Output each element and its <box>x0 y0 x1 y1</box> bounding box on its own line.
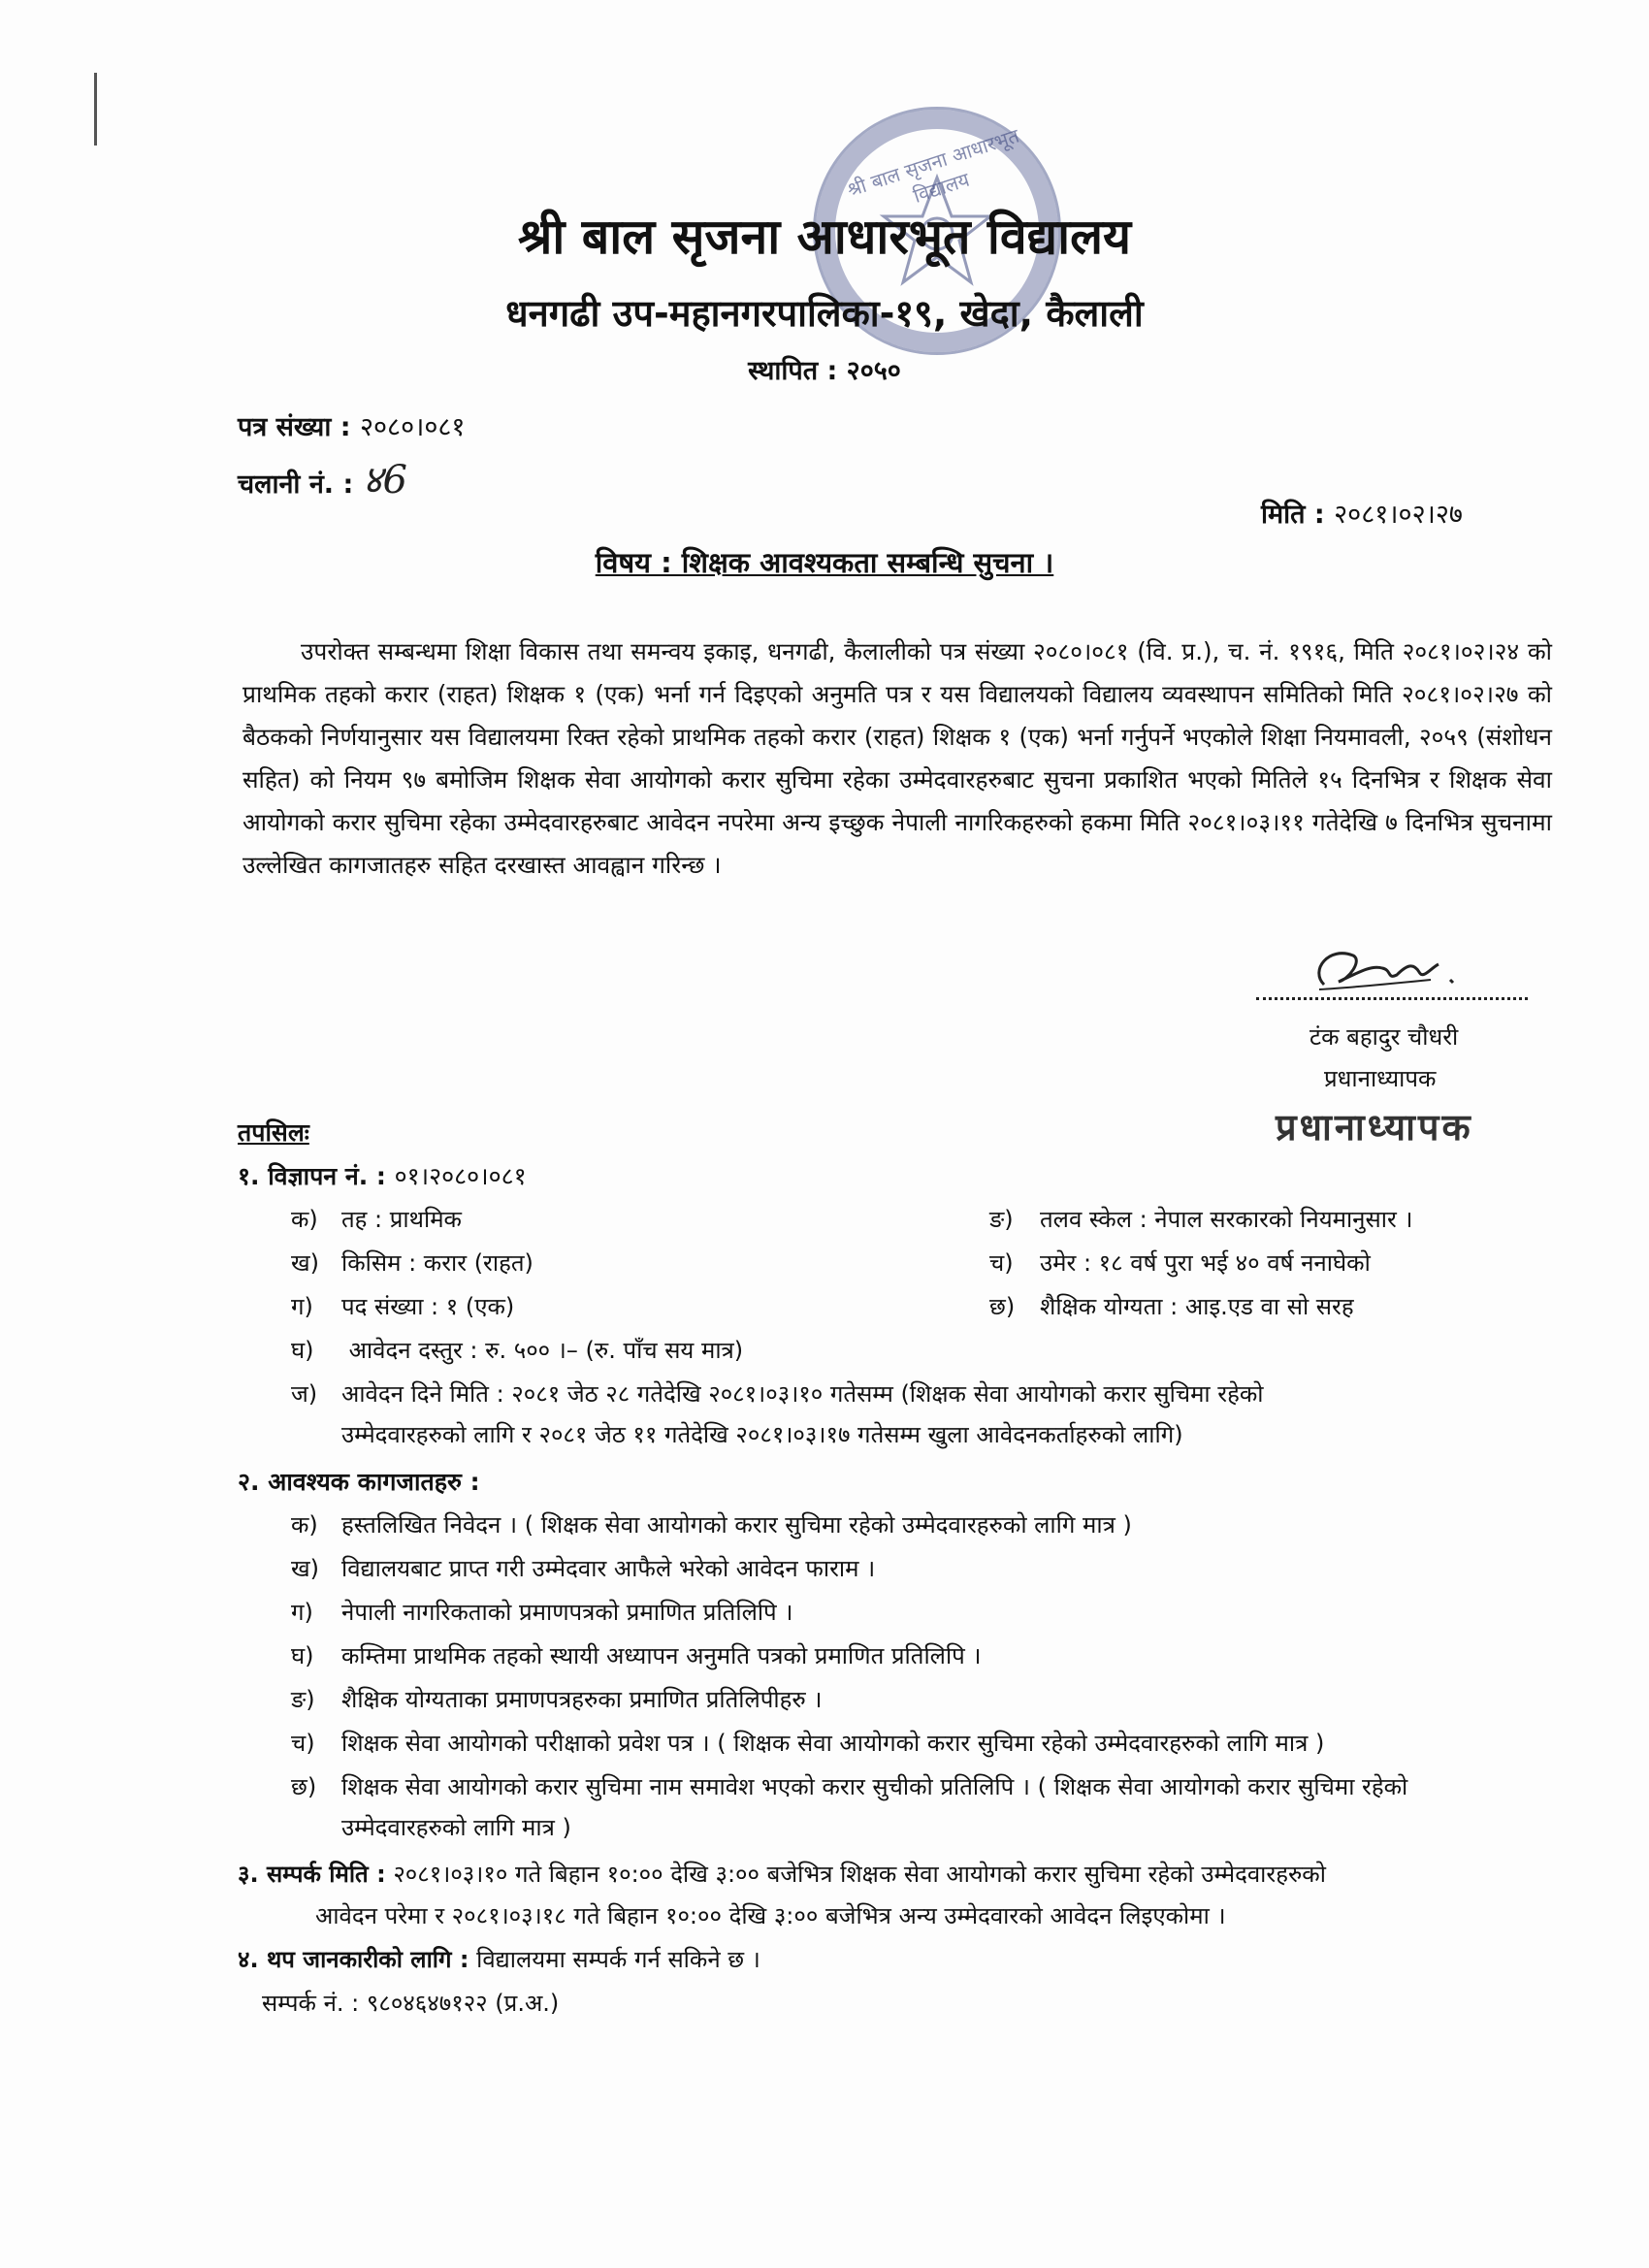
list-item: ख) विद्यालयबाट प्राप्त गरी उम्मेदवार आफैले भरेको आवेदन फाराम । <box>291 1555 876 1582</box>
letter-number <box>238 407 465 443</box>
established-year: स्थापित : २०५० <box>748 356 901 386</box>
dispatch-number-value: ४6 <box>362 458 407 502</box>
list-item: च) शिक्षक सेवा आयोगको परीक्षाको प्रवेश पत्र । ( शिक्षक सेवा आयोगको करार सुचिमा रहेको उम्मेदवारहरुको लागि मात्र ) <box>291 1730 1325 1757</box>
list-item: क) हस्तलिखित निवेदन । ( शिक्षक सेवा आयोगको करार सुचिमा रहेको उम्मेदवारहरुको लागि मात्र ) <box>291 1511 1132 1539</box>
section-advertisement <box>238 1159 527 1192</box>
list-item: ख) किसिम : करार (राहत) <box>291 1249 534 1277</box>
dispatch-number-label: चलानी नं. : <box>238 470 354 500</box>
contact-date-line2: आवेदन परेमा र २०८१।०३।१८ गते बिहान १०:०० देखि ३:०० बजेभित्र अन्य उम्मेदवारको आवेदन लिइएकोमा । <box>315 1902 1226 1929</box>
list-item: ग) नेपाली नागरिकताको प्रमाणपत्रको प्रमाणित प्रतिलिपि । <box>291 1599 793 1626</box>
list-item: च) उमेर : १८ वर्ष पुरा भई ४० वर्ष ननाघेको <box>989 1249 1371 1277</box>
more-info-value: विद्यालयमा सम्पर्क गर्न सकिने छ । <box>476 1946 760 1973</box>
signatory-name: टंक बहादुर चौधरी <box>1310 1023 1459 1051</box>
dispatch-number <box>238 451 407 504</box>
list-item: ग) पद संख्या : १ (एक) <box>291 1293 515 1320</box>
list-item: क) तह : प्राथमिक <box>291 1206 462 1233</box>
list-item: ङ) शैक्षिक योग्यताका प्रमाणपत्रहरुका प्रमाणित प्रतिलिपीहरु । <box>291 1686 823 1713</box>
margin-mark <box>94 73 97 146</box>
more-info-label: ४. थप जानकारीको लागि : <box>238 1946 469 1973</box>
signature-scribble <box>1305 941 1470 999</box>
contact-number: सम्पर्क नं. : ९८०४६४७१२२ (प्र.अ.) <box>262 1990 560 2017</box>
list-item: ज) आवेदन दिने मिति : २०८१ जेठ २८ गतेदेखि २०८१।०३।१० गतेसम्म (शिक्षक सेवा आयोगको करार सुचिमा रहेको <box>291 1380 1264 1408</box>
contact-date-line1: २०८१।०३।१० गते बिहान १०:०० देखि ३:०० बजेभित्र शिक्षक सेवा आयोगको करार सुचिमा रहेको उम्मेदवारहरुको <box>393 1861 1326 1888</box>
details-heading: तपसिलः <box>238 1118 309 1147</box>
notice-body: उपरोक्त सम्बन्धमा शिक्षा विकास तथा समन्वय इकाइ, धनगढी, कैलालीको पत्र संख्या २०८०।०८१ (वि. प्र.), च. नं. १९१६, मिति २०८१।०२।२४ को प्राथमिक तहको करार (राहत) शिक्षक १ (एक) भर्ना गर्न दिइएको अनुमति पत्र र यस विद्यालयको विद्यालय व्यवस्थापन समितिको मिति २०८१।०२।२७ को बैठकको निर्णयानुसार यस विद्यालयमा रिक्त रहेको प्राथमिक तहको करार (राहत) शिक्षक १ (एक) भर्ना गर्नुपर्ने भएकोले शिक्षा नियमावली, २०५९ (संशोधन सहित) को नियम ९७ बमोजिम शिक्षक सेवा आयोगको करार सुचिमा रहेका उम्मेदवारहरुबाट सुचना प्रकाशित भएको मितिले १५ दिनभित्र र शिक्षक सेवा आयोगको करार सुचिमा रहेका उम्मेदवारहरुबाट आवेदन नपरेमा अन्य इच्छुक नेपाली नागरिकहरुको हकमा मिति २०८१।०३।११ गतेदेखि ७ दिनभित्र सुचनामा उल्लेखित कागजातहरु सहित दरखास्त आवह्वान गरिन्छ । <box>242 637 1552 879</box>
date-label: मिति : <box>1261 500 1325 530</box>
section-contact-date <box>238 1858 1326 1890</box>
list-item: छ) शैक्षिक योग्यता : आइ.एड वा सो सरह <box>989 1293 1354 1320</box>
contact-date-label: ३. सम्पर्क मिति : <box>238 1861 386 1888</box>
advertisement-label: १. विज्ञापन नं. : <box>238 1162 386 1190</box>
letter-date <box>1261 495 1463 531</box>
school-address: धनगढी उप-महानगरपालिका-१९, खेदा, कैलाली <box>505 292 1144 335</box>
list-item: घ) आवेदन दस्तुर : रु. ५०० ।– (रु. पाँच सय मात्र) <box>291 1337 744 1364</box>
list-item-continuation: उम्मेदवारहरुको लागि मात्र ) <box>341 1814 571 1841</box>
advertisement-value: ०१।२०८०।०८१ <box>394 1162 527 1190</box>
school-name: श्री बाल सृजना आधारभूत विद्यालय <box>518 209 1131 265</box>
section-more-info <box>238 1943 760 1975</box>
section-documents: २. आवश्यक कागजातहरु : <box>238 1468 480 1496</box>
signatory-title: प्रधानाध्यापक <box>1324 1065 1437 1092</box>
date-value: २०८१।०२।२७ <box>1334 500 1463 530</box>
list-item: ङ) तलव स्केल : नेपाल सरकारको नियमानुसार । <box>989 1206 1413 1233</box>
letter-number-value: २०८०।०८१ <box>359 412 466 442</box>
signature-line <box>1256 997 1528 1000</box>
letter-number-label: पत्र संख्या : <box>238 412 351 442</box>
list-item: छ) शिक्षक सेवा आयोगको करार सुचिमा नाम समावेश भएको करार सुचीको प्रतिलिपि । ( शिक्षक सेवा आयोगको करार सुचिमा रहेको <box>291 1773 1408 1800</box>
title-stamp: प्रधानाध्यापक <box>1276 1106 1473 1149</box>
list-item-continuation: उम्मेदवारहरुको लागि र २०८१ जेठ ११ गतेदेखि २०८१।०३।१७ गतेसम्म खुला आवेदनकर्ताहरुको लागि) <box>341 1421 1183 1448</box>
seal-text: श्री बाल सृजना आधारभूत विद्यालय <box>844 123 1022 208</box>
list-item: घ) कम्तिमा प्राथमिक तहको स्थायी अध्यापन अनुमति पत्रको प्रमाणित प्रतिलिपि । <box>291 1642 982 1669</box>
subject-line: विषय : शिक्षक आवश्यकता सम्बन्धि सुचना । <box>595 546 1054 579</box>
